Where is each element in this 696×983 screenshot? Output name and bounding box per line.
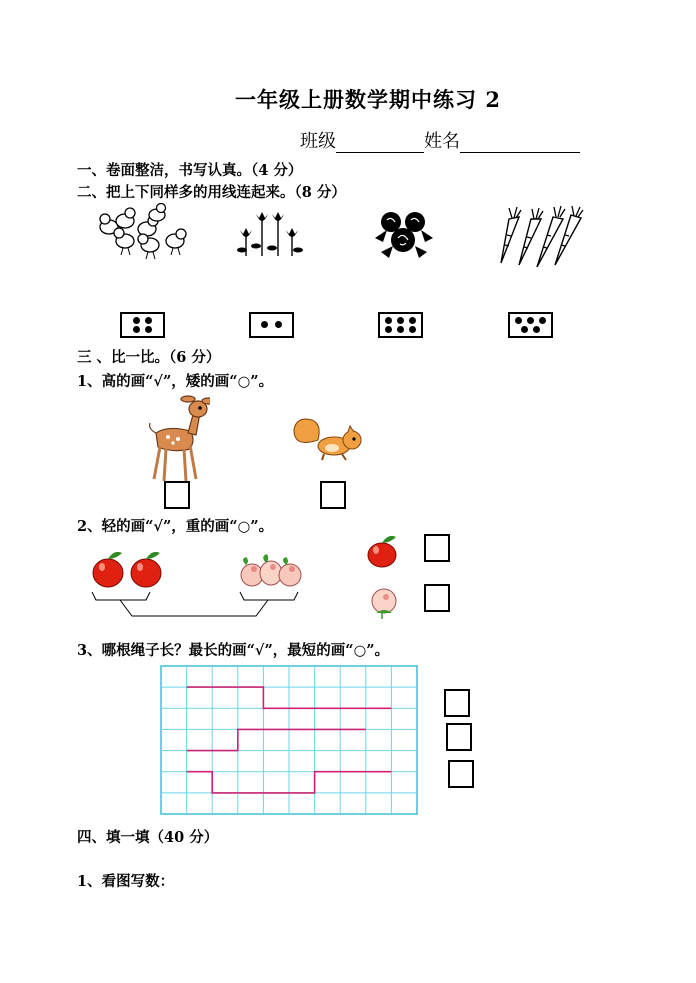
question-3-2: 2、轻的画“√”，重的画“○”。	[77, 518, 274, 535]
answer-box-deer[interactable]	[164, 481, 190, 509]
answer-box-squirrel[interactable]	[320, 481, 346, 509]
dot	[397, 326, 404, 333]
dot	[539, 317, 546, 324]
balance-line	[88, 588, 310, 622]
dot	[385, 317, 392, 324]
dot	[533, 326, 540, 333]
dot	[409, 317, 416, 324]
dot	[515, 317, 522, 324]
dot-card-6[interactable]	[378, 312, 423, 338]
two-apples-picture	[90, 549, 170, 589]
dot	[275, 321, 282, 328]
dot	[133, 317, 140, 324]
three-peaches-picture	[238, 553, 304, 589]
class-field[interactable]	[300, 127, 580, 153]
single-apple-picture	[366, 533, 400, 569]
dot	[133, 326, 140, 333]
answer-box-rope-3[interactable]	[448, 760, 474, 788]
answer-box-peach[interactable]	[424, 584, 450, 612]
dot-card-5[interactable]	[508, 312, 553, 338]
dot	[409, 326, 416, 333]
dot	[145, 326, 152, 333]
class-blank[interactable]	[336, 134, 424, 153]
carrots-picture	[497, 205, 585, 267]
tulips-picture	[236, 208, 308, 260]
single-peach-picture	[368, 583, 402, 619]
dot-card-2[interactable]	[249, 312, 294, 338]
dot	[145, 317, 152, 324]
question-3-1: 1、高的画“√”，矮的画“○”。	[77, 373, 274, 390]
deer-picture	[138, 393, 210, 485]
section-1-heading: 一、卷面整洁，书写认真。（4 分）	[77, 162, 303, 179]
name-label: 姓名	[424, 131, 460, 152]
question-3-3: 3、哪根绳子长？最长的画“√”，最短的画“○”。	[77, 642, 390, 659]
answer-box-rope-1[interactable]	[444, 689, 470, 717]
dot	[385, 326, 392, 333]
section-4-heading: 四、填一填（40 分）	[77, 829, 219, 846]
class-label: 班级	[300, 131, 336, 152]
answer-box-apple[interactable]	[424, 534, 450, 562]
answer-box-rope-2[interactable]	[446, 723, 472, 751]
squirrel-picture	[288, 414, 374, 464]
roses-picture	[373, 208, 435, 260]
dot	[397, 317, 404, 324]
section-3-heading: 三 、比一比。（6 分）	[77, 349, 221, 366]
dot	[527, 317, 534, 324]
dot-card-4[interactable]	[120, 312, 165, 338]
page-title: 一年级上册数学期中练习 2	[235, 87, 501, 112]
name-blank[interactable]	[460, 134, 580, 153]
section-2-heading: 二、把上下同样多的用线连起来。（8 分）	[77, 184, 346, 201]
chicks-picture	[95, 203, 195, 263]
dot	[261, 321, 268, 328]
rope-grid	[160, 665, 420, 817]
question-4-1: 1、看图写数：	[77, 873, 175, 890]
dot	[521, 326, 528, 333]
